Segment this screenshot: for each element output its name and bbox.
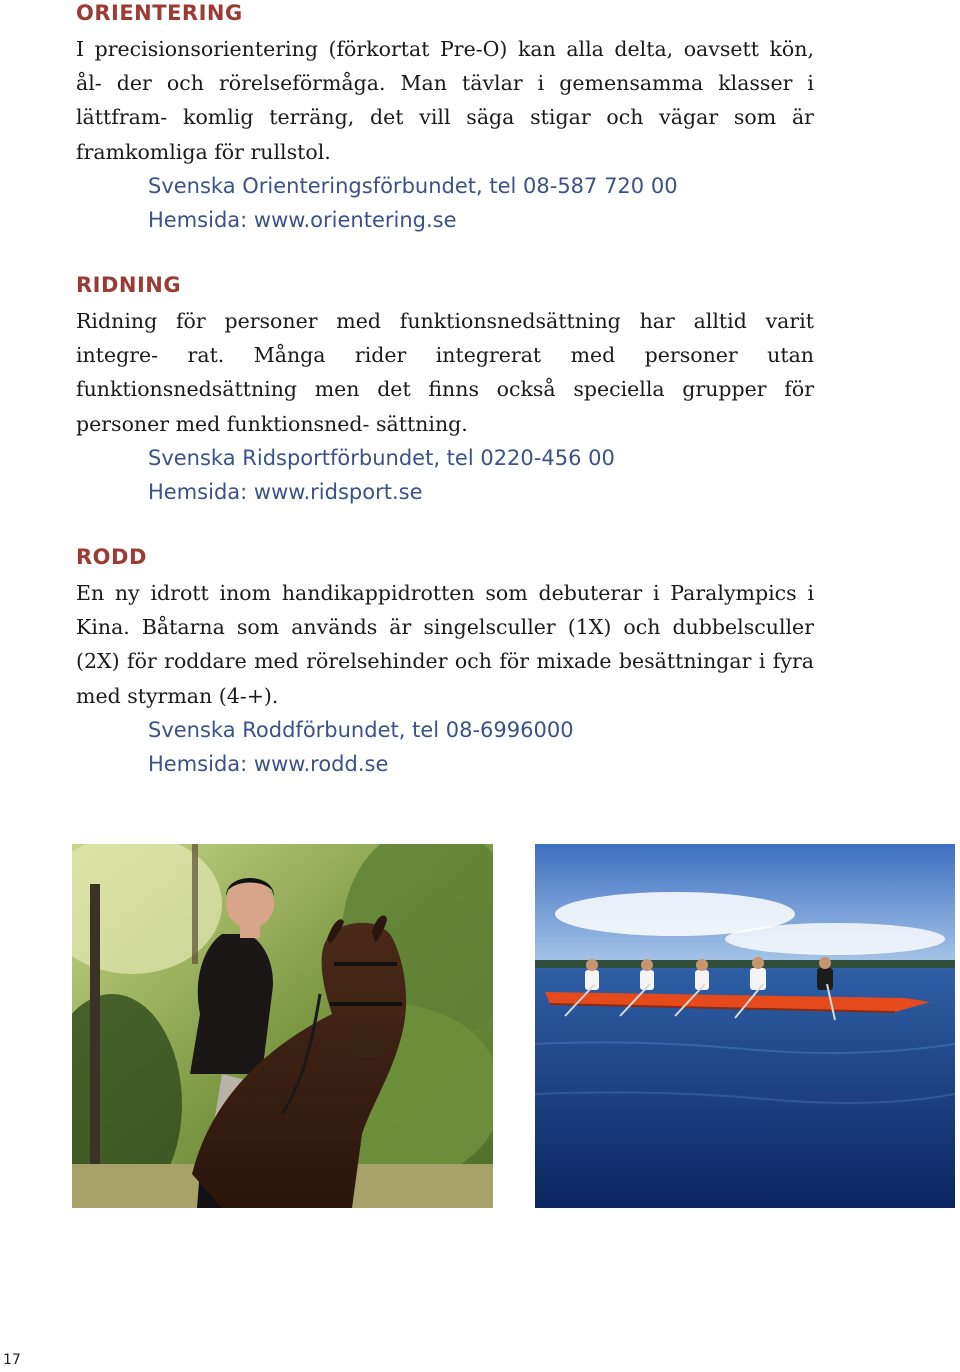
section-heading: RIDNING	[76, 273, 182, 297]
section-orientering	[76, 0, 814, 237]
body-line: I precisionsorientering (förkortat Pre-O) kan alla delta, oavsett kön, ål-	[76, 37, 814, 96]
federation-contact: Svenska Ridsportförbundet, tel 0220-456 00	[148, 445, 615, 470]
section-body	[76, 32, 814, 169]
section-heading: ORIENTERING	[76, 1, 243, 25]
body-line: sättning.	[375, 411, 468, 436]
federation-website[interactable]: Hemsida: www.ridsport.se	[148, 479, 423, 504]
body-line: men det finns också speciella grupper för personer med funktionsned-	[76, 377, 814, 436]
body-line: (2X) för roddare med rörelsehinder och för mixade besättningar i fyra	[76, 649, 814, 674]
body-line: Ridning för personer med funktionsnedsättning har alltid varit integre-	[76, 309, 814, 368]
body-line: rullstol.	[250, 139, 331, 164]
riding-photo	[72, 844, 493, 1208]
page-number: 17	[3, 1352, 21, 1368]
body-line: En ny idrott inom handikappidrotten som debuterar i Paralympics	[76, 581, 797, 605]
section-body	[76, 576, 814, 713]
section-rodd	[76, 544, 814, 781]
federation-contact: Svenska Roddförbundet, tel 08-6996000	[148, 717, 574, 742]
section-heading: RODD	[76, 545, 147, 569]
body-line: der och rörelseförmåga. Man tävlar i gemensamma klasser i lättfram-	[76, 71, 814, 130]
federation-website[interactable]: Hemsida: www.rodd.se	[148, 751, 389, 776]
body-line: i Kina. Båtarna som används är singelsculler (1X) och dubbelsculler	[76, 581, 814, 640]
federation-contact: Svenska Orienteringsförbundet, tel 08-587 720 00	[148, 173, 678, 198]
section-body	[76, 304, 814, 441]
body-line: komlig terräng, det vill säga stigar och vägar som är framkomliga för	[76, 105, 814, 164]
federation-website[interactable]: Hemsida: www.orientering.se	[148, 207, 457, 232]
rowing-photo	[535, 844, 955, 1208]
body-line: med styrman (4-+).	[76, 683, 279, 708]
body-line: rat. Många rider integrerat med personer utan funktionsnedsättning	[76, 343, 814, 402]
section-ridning	[76, 272, 814, 509]
